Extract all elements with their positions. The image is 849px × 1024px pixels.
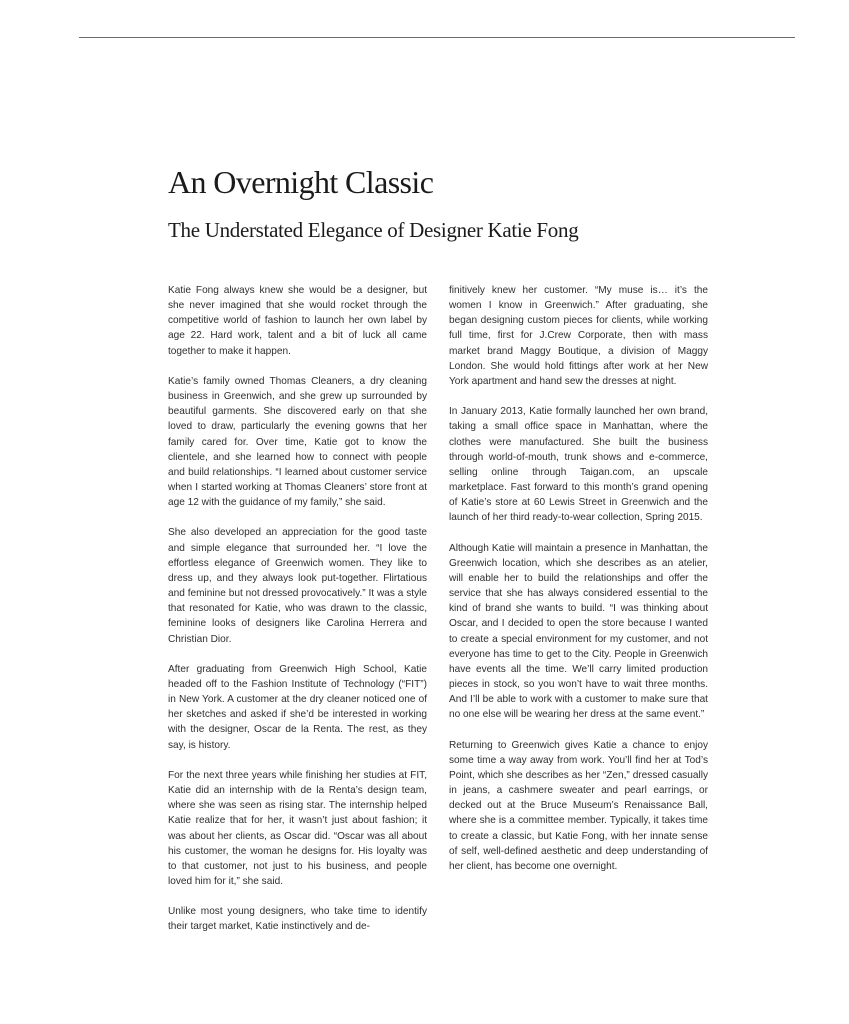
paragraph-7: finitively knew her customer. “My muse is… it’s the women I know in Greenwich.” After graduating, she began designing custom pieces for clients, while working full time, first for J.Crew Corporate, then with mass market brand Maggy Boutique, a division of Maggy London. She would hold fittings after work at her New York apartment and hand sew the dresses at night. [449, 285, 708, 387]
article-subtitle: The Understated Elegance of Designer Katie Fong [168, 218, 579, 242]
paragraph-9: Although Katie will maintain a presence in Manhattan, the Greenwich location, which she describes as an atelier, will enable her to build the relationships and offer the service that she has always considered essential to the kind of brand she wants to build. “I was thinking about Oscar, and I decided to open the store because I wanted to create a special environment for my customer, and not everyone has time to get to the City. People in Greenwich have events all the time. We’ll carry limited production pieces in stock, so you won’t have to wait three months. And I’ll be able to work with a customer to make sure that no one else will be wearing her dress at the same event.” [449, 542, 708, 721]
paragraph-6: Unlike most young designers, who take time to identify their target market, Katie instinctively and de- [168, 906, 427, 933]
paragraph-2: Katie’s family owned Thomas Cleaners, a dry cleaning business in Greenwich, and she grew up surrounded by beautiful garments. She discovered early on that she loved to draw, particularly the evening gowns that her family cared for. Over time, Katie got to know the clientele, and she learned how to connect with people and build relationships. “I learned about customer service when I started working at Thomas Cleaners’ store front at age 12 with the guidance of my family,” she said. [168, 375, 427, 509]
article-title: An Overnight Classic [168, 164, 434, 200]
right-column [449, 283, 708, 874]
paragraph-5: For the next three years while finishing her studies at FIT, Katie did an internship with de la Renta’s design team, where she was seen as rising star. The internship helped Katie realize that for her, it wasn’t just about fashion; it was about her clients, as Oscar did. “Oscar was all about his customer, the woman he designs for. His loyalty was to that customer, not just to his business, and people loved him for it,” she said. [168, 769, 427, 888]
paragraph-8: In January 2013, Katie formally launched her own brand, taking a small office space in Manhattan, where the clothes were manufactured. She built the business through world-of-mouth, trunk shows and e-commerce, selling online through Taigan.com, an upscale marketplace. Fast forward to this month’s grand opening of Katie’s store at 60 Lewis Street in Greenwich and the launch of her third ready-to-wear collection, Spring 2015. [449, 406, 708, 524]
paragraph-1: Katie Fong always knew she would be a designer, but she never imagined that she would rocket through the competitive world of fashion to launch her own label by age 22. Hard work, talent and a bit of luck all came together to make it happen. [168, 285, 427, 357]
left-column [168, 283, 427, 935]
paragraph-3: She also developed an appreciation for the good taste and simple elegance that surrounded her. “I love the effortless elegance of Greenwich women. They like to dress up, and they always look put-together. Flirtatious and feminine but not dressed provocatively.” It was a style that resonated for Katie, who was drawn to the classic, feminine looks of designers like Carolina Herrera and Christian Dior. [168, 527, 427, 645]
paragraph-4: After graduating from Greenwich High School, Katie headed off to the Fashion Institute of Technology (“FIT”) in New York. A customer at the dry cleaner noticed one of her sketches and asked if she’d be interested in working with the designer, Oscar de la Renta. The rest, as they say, is history. [168, 663, 427, 751]
top-rule [79, 37, 795, 38]
paragraph-10: Returning to Greenwich gives Katie a chance to enjoy some time a way away from work. You’ll find her at Tod’s Point, which she describes as her “Zen,” dressed casually in jeans, a cashmere sweater and pearl earrings, or decked out at the Bruce Museum’s Renaissance Ball, where she is a committee member. Typically, it takes time to create a classic, but Katie Fong, with her innate sense of self, well-defined aesthetic and deep understanding of her client, has become one overnight. [449, 739, 708, 872]
